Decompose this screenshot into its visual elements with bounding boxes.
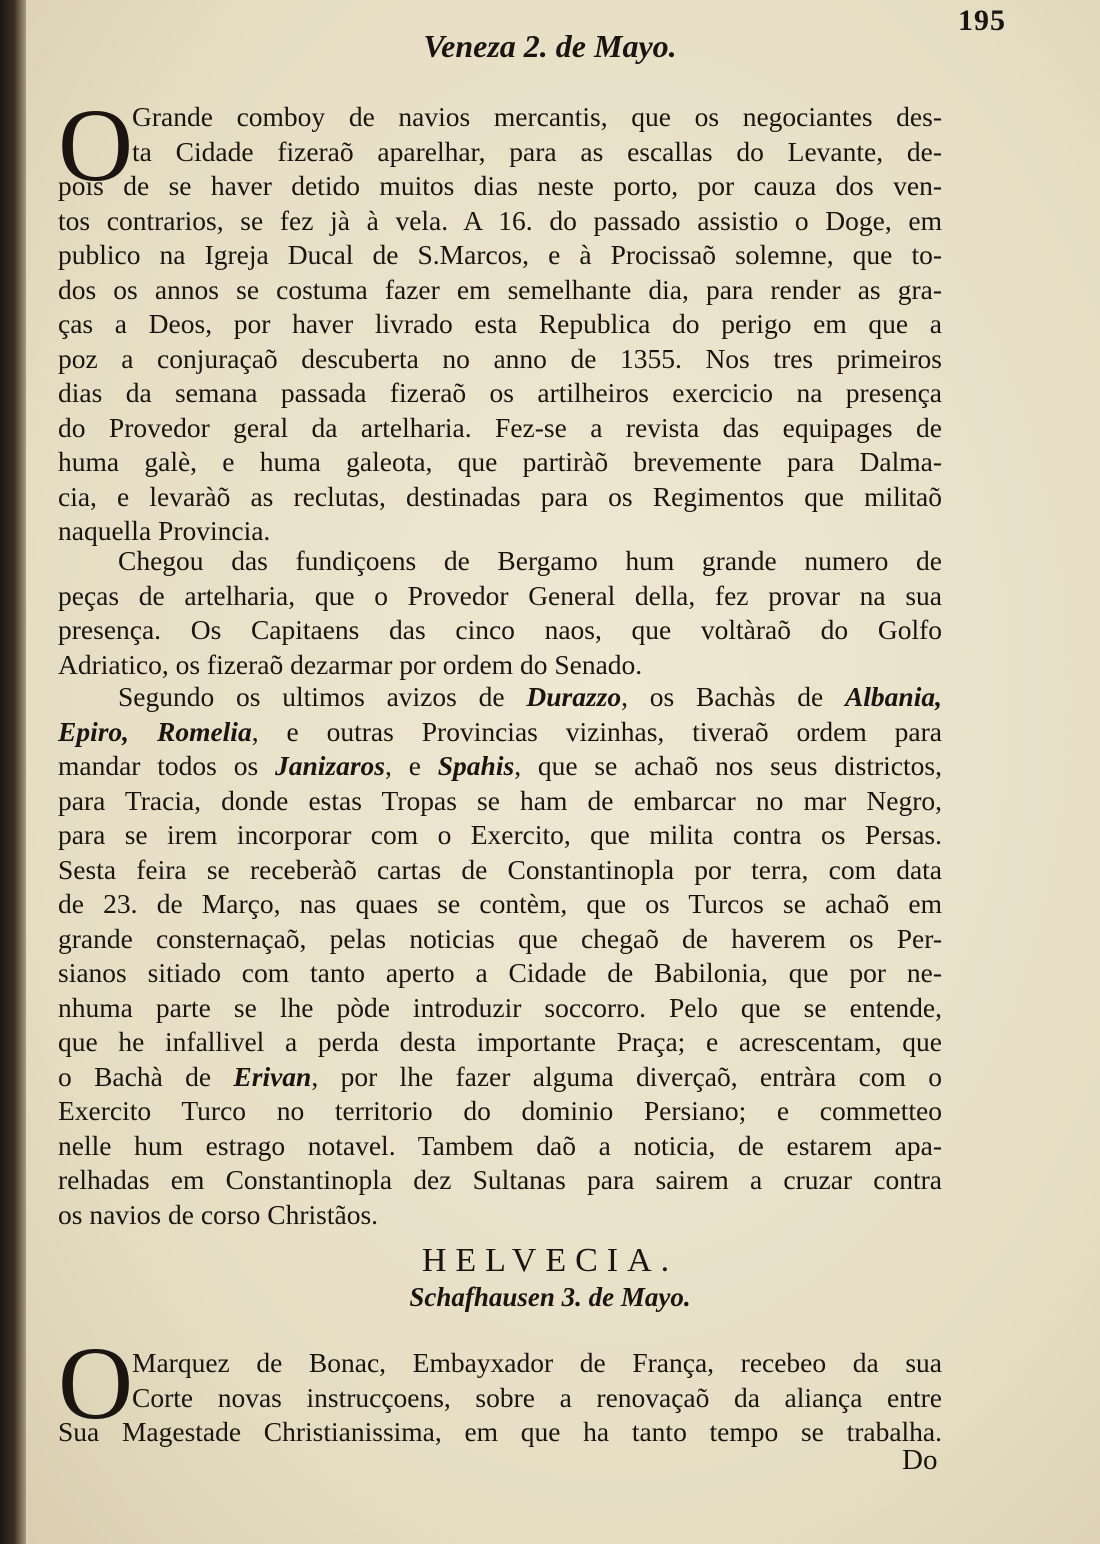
term-spahis: Spahis bbox=[437, 750, 515, 781]
text-line: dos os annos se costuma fazer em semelhante dia, para render as gra- bbox=[58, 273, 942, 305]
text-run: , por lhe fazer alguma diverçaõ, entràra com o bbox=[311, 1060, 942, 1092]
text-line: Corte novas instrucçoens, sobre a renovaçaõ da aliança entre bbox=[132, 1381, 942, 1413]
text-run: , que se achaõ nos seus districtos, bbox=[514, 750, 942, 781]
text-line bbox=[58, 680, 942, 715]
article-bergamo-artillery bbox=[58, 544, 942, 682]
text-line: nelle hum estrago notavel. Tambem daõ a noticia, de estarem apa- bbox=[58, 1129, 942, 1161]
text-run: o Bachà de bbox=[58, 1060, 234, 1092]
article-marquez-bonac bbox=[58, 1346, 942, 1450]
text-line: pois de se haver detido muitos dias neste porto, por cauza dos ven- bbox=[58, 170, 942, 201]
article-venice-convoy bbox=[58, 88, 942, 549]
text-line: Exercito Turco no territorio do dominio Persiano; e commetteo bbox=[58, 1095, 942, 1126]
text-line: de 23. de Março, nas quaes se contèm, que os Turcos se achaõ em bbox=[58, 888, 942, 919]
page-number: 195 bbox=[958, 4, 1006, 37]
text-line: grande consternaçaõ, pelas noticias que chegaõ de haverem os Per- bbox=[58, 922, 942, 954]
text-line: cia, e levaràõ as reclutas, destinadas para os Regimentos que militaõ bbox=[58, 480, 942, 512]
text-line: Grande comboy de navios mercantis, que os negociantes des- bbox=[132, 101, 942, 132]
text-line: para Tracia, donde estas Tropas se ham de embarcar no mar Negro, bbox=[58, 784, 942, 816]
text-line: publico na Igreja Ducal de S.Marcos, e à Procissaõ solemne, que to- bbox=[58, 239, 942, 270]
place-name-durazzo: Durazzo bbox=[526, 681, 622, 712]
text-line: Chegou das fundiçoens de Bergamo hum grande numero de bbox=[118, 545, 942, 576]
text-line: ta Cidade fizeraõ aparelhar, para as escallas do Levante, de- bbox=[132, 135, 942, 167]
schafhausen-dateline: Schafhausen 3. de Mayo. bbox=[409, 1282, 691, 1312]
place-name-albania: Albania, bbox=[844, 681, 942, 712]
text-line: poz a conjuraçaõ descuberta no anno de 1355. Nos tres primeiros bbox=[58, 342, 942, 374]
text-line: ças a Deos, por haver livrado esta Republica do perigo em que a bbox=[58, 308, 942, 339]
text-line: que he infallivel a perda desta importante Praça; e acrescentam, que bbox=[58, 1026, 942, 1057]
text-line bbox=[58, 749, 942, 784]
text-line: Marquez de Bonac, Embayxador de França, recebeo da sua bbox=[132, 1347, 942, 1378]
drop-cap-initial: O bbox=[58, 88, 134, 203]
text-run: , os Bachàs de bbox=[621, 681, 845, 712]
text-line: dias da semana passada fizeraõ os artilheiros exercicio na presença bbox=[58, 377, 942, 408]
text-run: , e bbox=[385, 750, 438, 781]
text-line: sianos sitiado com tanto aperto a Cidade de Babilonia, que por ne- bbox=[58, 957, 942, 988]
text-run: Segundo os ultimos avizos de bbox=[118, 681, 527, 712]
text-line: huma galè, e huma galeota, que partiràõ brevemente para Dalma- bbox=[58, 446, 942, 477]
drop-cap-initial: O bbox=[58, 1326, 134, 1441]
venice-dateline: Veneza 2. de Mayo. bbox=[423, 28, 677, 64]
text-line: Adriatico, os fizeraõ dezarmar por ordem do Senado. bbox=[58, 648, 643, 680]
text-line: naquella Provincia. bbox=[58, 515, 271, 546]
term-janizaros: Janizaros bbox=[274, 750, 386, 781]
text-line: Sua Magestade Christianissima, em que ha tanto tempo se trabalha. bbox=[58, 1416, 942, 1447]
text-run: , e outras Provincias vizinhas, tiveraõ ordem para bbox=[251, 715, 942, 747]
text-line: peças de artelharia, que o Provedor General della, fez provar na sua bbox=[58, 579, 942, 611]
section-heading-helvecia: HELVECIA. bbox=[421, 1242, 679, 1279]
catchword: Do bbox=[902, 1444, 938, 1476]
place-names-epiro-romelia: Epiro, Romelia bbox=[58, 715, 252, 747]
place-name-erivan: Erivan bbox=[233, 1060, 312, 1092]
text-run: mandar todos os bbox=[58, 750, 275, 781]
text-line bbox=[58, 1060, 942, 1095]
article-turkish-news bbox=[58, 680, 942, 1232]
text-line bbox=[58, 715, 942, 750]
text-line: presença. Os Capitaens das cinco naos, que voltàraõ do Golfo bbox=[58, 614, 942, 645]
text-line: do Provedor geral da artelharia. Fez-se a revista das equipages de bbox=[58, 411, 942, 443]
text-line: para se irem incorporar com o Exercito, que milita contra os Persas. bbox=[58, 819, 942, 850]
text-line: tos contrarios, se fez jà à vela. A 16. do passado assistio o Doge, em bbox=[58, 204, 942, 236]
text-line: Sesta feira se receberàõ cartas de Constantinopla por terra, com data bbox=[58, 853, 942, 885]
text-line: nhuma parte se lhe pòde introduzir soccorro. Pelo que se entende, bbox=[58, 991, 942, 1023]
text-line: relhadas em Constantinopla dez Sultanas para sairem a cruzar contra bbox=[58, 1164, 942, 1195]
text-line: os navios de corso Christãos. bbox=[58, 1198, 379, 1230]
